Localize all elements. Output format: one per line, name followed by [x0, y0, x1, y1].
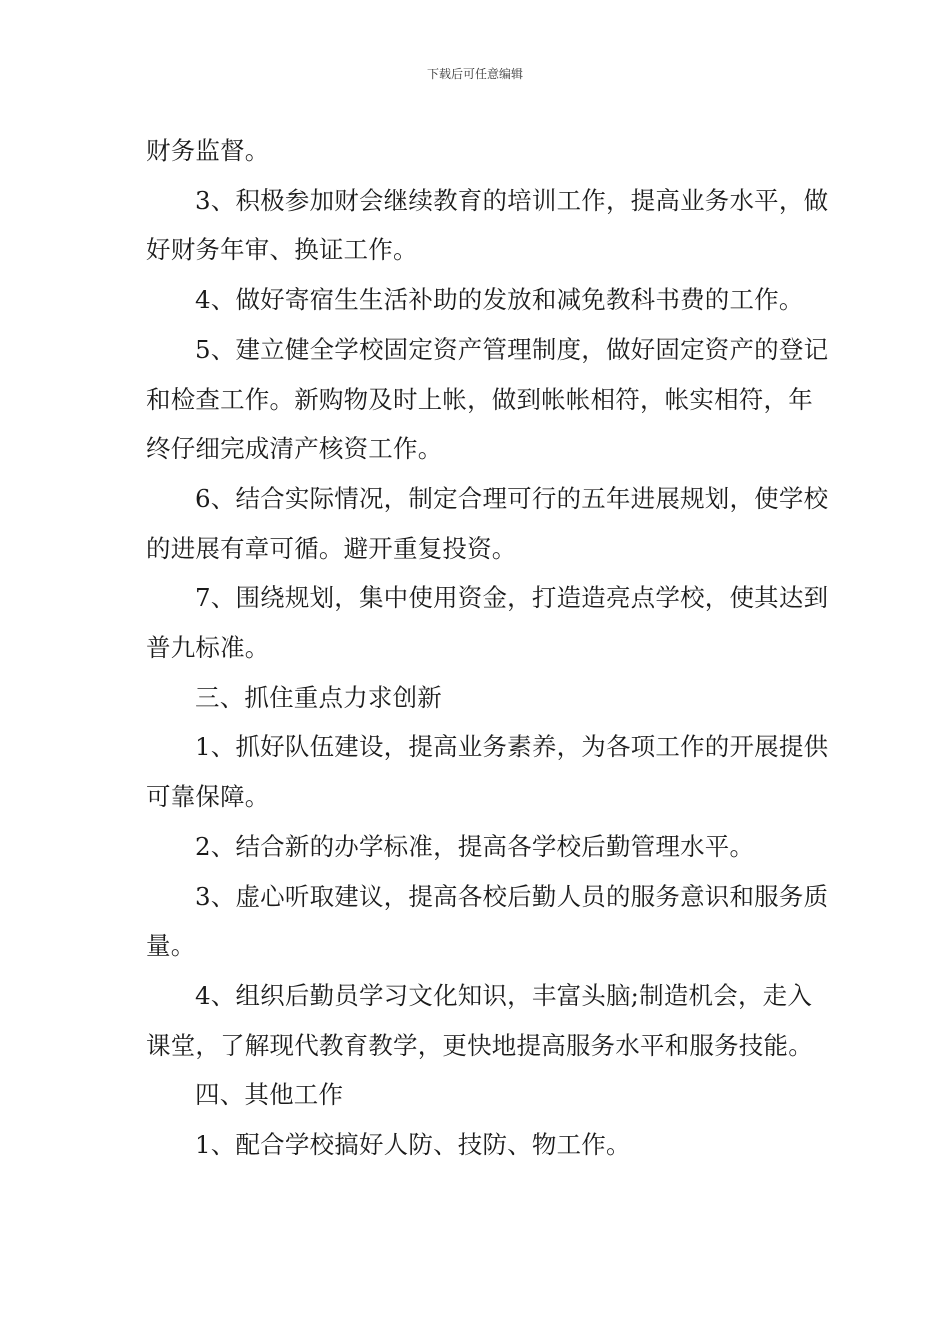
page-header: 下载后可任意编辑 [426, 67, 523, 81]
paragraph-item-2-standards: 2、结合新的办学标准，提高各学校后勤管理水平。 [195, 831, 755, 861]
paragraph-continuation: 财务监督。 [146, 136, 270, 165]
document-body [146, 126, 836, 1170]
section-heading-3: 三、抓住重点力求创新 [195, 682, 442, 712]
paragraph-item-4-learning: 4、组织后勤员学习文化知识，丰富头脑;制造机会，走入课堂，了解现代教育教学，更快地提高服务水平和服务技能。 [146, 980, 813, 1060]
paragraph-item-4-subsidy: 4、做好寄宿生生活补助的发放和减免教科书费的工作。 [195, 285, 804, 315]
section-heading-4: 四、其他工作 [195, 1080, 344, 1110]
paragraph-item-6-planning: 6、结合实际情况，制定合理可行的五年进展规划，使学校的进展有章可循。避开重复投资。 [146, 483, 829, 563]
paragraph-item-3-service: 3、虚心听取建议，提高各校后勤人员的服务意识和服务质量。 [146, 881, 829, 961]
paragraph-item-3-training: 3、积极参加财会继续教育的培训工作，提高业务水平，做好财务年审、换证工作。 [146, 185, 829, 265]
paragraph-item-1-team: 1、抓好队伍建设，提高业务素养，为各项工作的开展提供可靠保障。 [146, 732, 829, 812]
paragraph-item-1-security: 1、配合学校搞好人防、技防、物工作。 [195, 1130, 631, 1160]
paragraph-item-7-funds: 7、围绕规划，集中使用资金，打造造亮点学校，使其达到普九标准。 [146, 583, 829, 663]
paragraph-item-5-assets: 5、建立健全学校固定资产管理制度，做好固定资产的登记和检查工作。新购物及时上帐，做到帐帐相符，帐实相符，年终仔细完成清产核资工作。 [146, 334, 829, 464]
